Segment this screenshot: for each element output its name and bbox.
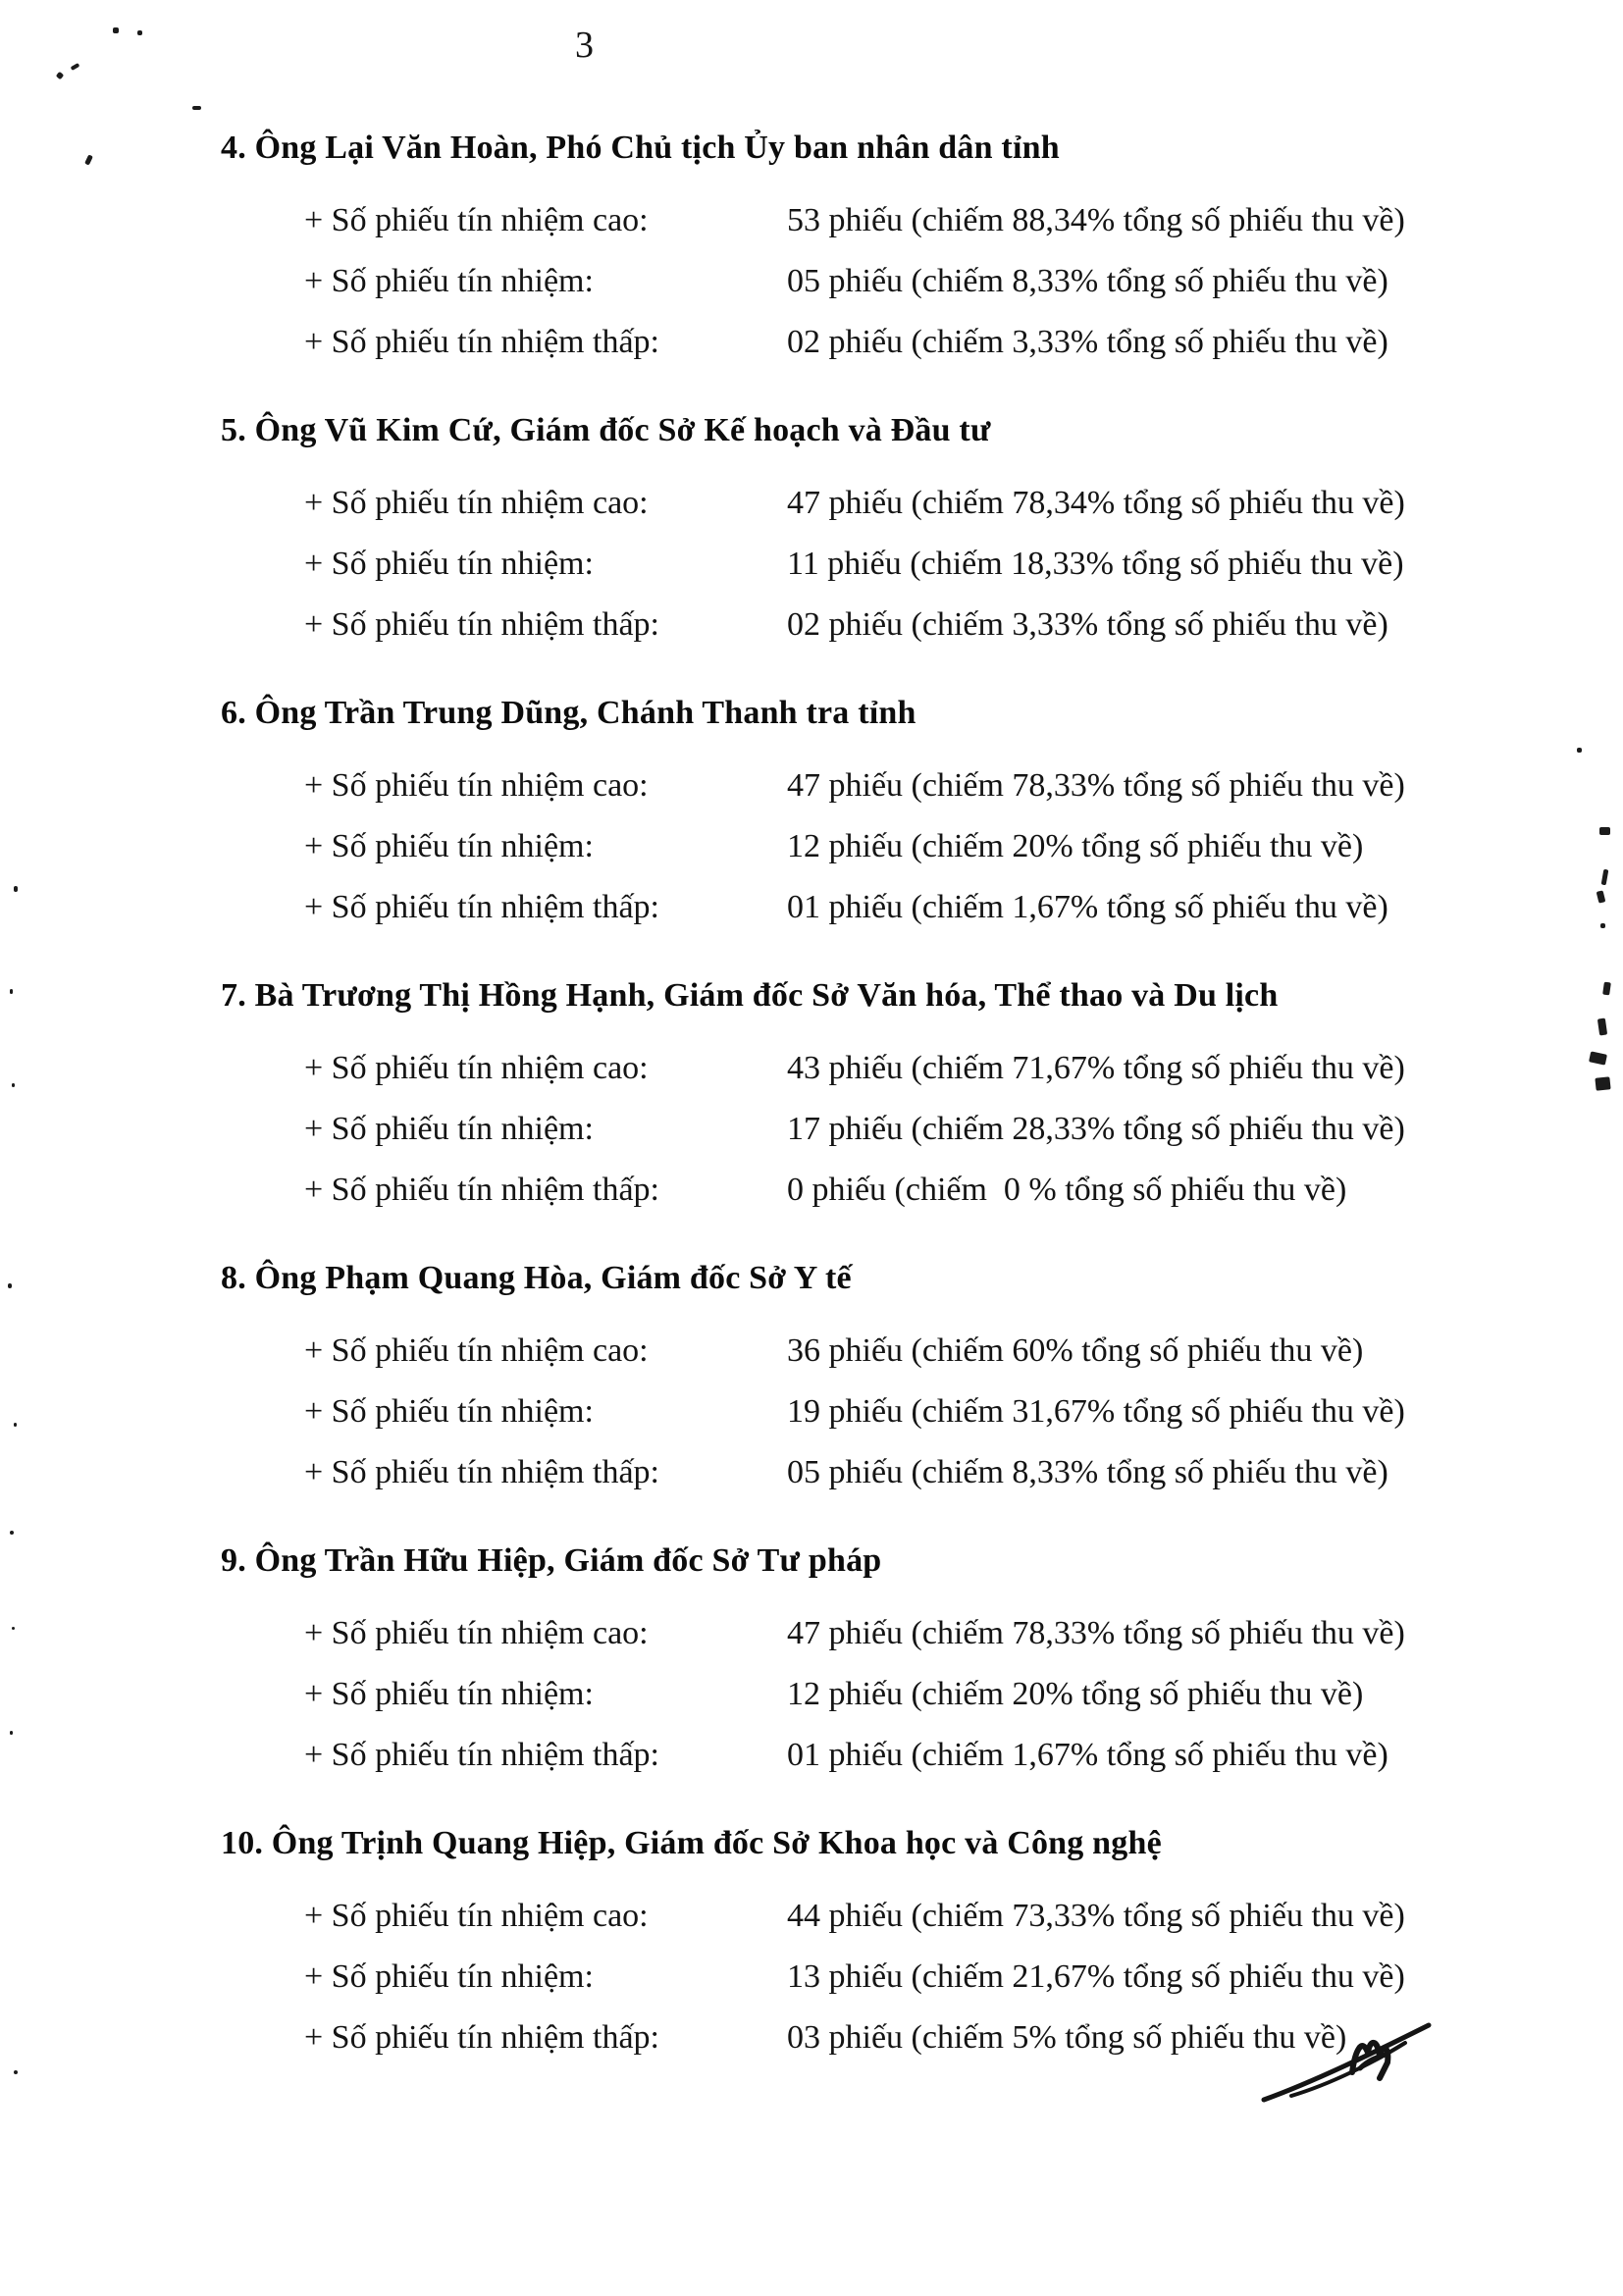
vote-value: 43 phiếu (chiếm 71,67% tổng số phiếu thu về) (787, 1050, 1405, 1086)
vote-value: 12 phiếu (chiếm 20% tổng số phiếu thu về) (787, 1676, 1364, 1712)
vote-row (304, 1886, 1623, 1947)
vote-row (304, 816, 1623, 877)
vote-value: 36 phiếu (chiếm 60% tổng số phiếu thu về) (787, 1332, 1364, 1369)
vote-row (304, 473, 1623, 534)
vote-label: + Số phiếu tín nhiệm thấp: (304, 1454, 659, 1490)
vote-row (304, 756, 1623, 816)
vote-label: + Số phiếu tín nhiệm: (304, 546, 594, 582)
vote-rows (0, 1603, 1623, 1786)
vote-row (304, 1321, 1623, 1382)
vote-row (304, 1442, 1623, 1503)
scan-artifact (10, 989, 13, 994)
scan-artifact (56, 72, 64, 79)
section-official-6 (0, 691, 1623, 938)
page-number: 3 (575, 25, 594, 66)
vote-label: + Số phiếu tín nhiệm cao: (304, 1898, 649, 1934)
vote-label: + Số phiếu tín nhiệm: (304, 828, 594, 864)
vote-label: + Số phiếu tín nhiệm: (304, 1676, 594, 1712)
scan-artifact (14, 886, 18, 892)
vote-value: 12 phiếu (chiếm 20% tổng số phiếu thu về) (787, 828, 1364, 864)
vote-row (304, 251, 1623, 312)
section-heading: 10. Ông Trịnh Quang Hiệp, Giám đốc Sở Khoa học và Công nghệ (221, 1825, 1162, 1861)
vote-label: + Số phiếu tín nhiệm cao: (304, 485, 649, 521)
vote-label: + Số phiếu tín nhiệm: (304, 263, 594, 299)
scan-artifact (14, 1423, 17, 1427)
scan-artifact (14, 2070, 18, 2074)
vote-row (304, 534, 1623, 595)
section-heading: 7. Bà Trương Thị Hồng Hạnh, Giám đốc Sở Văn hóa, Thể thao và Du lịch (221, 977, 1279, 1014)
section-heading: 8. Ông Phạm Quang Hòa, Giám đốc Sở Y tế (221, 1260, 852, 1296)
document-body (0, 126, 1623, 2068)
vote-label: + Số phiếu tín nhiệm cao: (304, 202, 649, 238)
vote-label: + Số phiếu tín nhiệm cao: (304, 1050, 649, 1086)
vote-label: + Số phiếu tín nhiệm thấp: (304, 606, 659, 643)
signature-scribble-icon (1258, 2009, 1435, 2110)
vote-value: 11 phiếu (chiếm 18,33% tổng số phiếu thu về) (787, 546, 1404, 582)
scan-artifact (71, 63, 80, 71)
vote-label: + Số phiếu tín nhiệm thấp: (304, 889, 659, 925)
section-official-4 (0, 126, 1623, 373)
vote-label: + Số phiếu tín nhiệm: (304, 1393, 594, 1430)
vote-value: 13 phiếu (chiếm 21,67% tổng số phiếu thu về) (787, 1958, 1405, 1995)
vote-row (304, 1725, 1623, 1786)
vote-row (304, 1947, 1623, 2008)
vote-value: 02 phiếu (chiếm 3,33% tổng số phiếu thu về) (787, 606, 1388, 643)
section-heading: 4. Ông Lại Văn Hoàn, Phó Chủ tịch Ủy ban nhân dân tỉnh (221, 130, 1060, 166)
vote-label: + Số phiếu tín nhiệm thấp: (304, 1737, 659, 1773)
section-heading: 5. Ông Vũ Kim Cứ, Giám đốc Sở Kế hoạch và Đầu tư (221, 412, 991, 448)
scan-artifact (1599, 827, 1610, 835)
vote-label: + Số phiếu tín nhiệm thấp: (304, 324, 659, 360)
vote-value: 01 phiếu (chiếm 1,67% tổng số phiếu thu về) (787, 889, 1388, 925)
vote-row (304, 1160, 1623, 1221)
vote-row (304, 1038, 1623, 1099)
section-official-9 (0, 1539, 1623, 1786)
vote-value: 17 phiếu (chiếm 28,33% tổng số phiếu thu về) (787, 1111, 1405, 1147)
scan-artifact (1577, 748, 1582, 753)
scan-artifact (1595, 1076, 1610, 1090)
vote-label: + Số phiếu tín nhiệm cao: (304, 767, 649, 804)
vote-value: 02 phiếu (chiếm 3,33% tổng số phiếu thu về) (787, 324, 1388, 360)
vote-label: + Số phiếu tín nhiệm: (304, 1111, 594, 1147)
vote-row (304, 1603, 1623, 1664)
vote-rows (0, 1038, 1623, 1221)
scan-artifact (10, 1531, 14, 1535)
vote-value: 05 phiếu (chiếm 8,33% tổng số phiếu thu về) (787, 1454, 1388, 1490)
section-official-8 (0, 1256, 1623, 1503)
vote-row (304, 877, 1623, 938)
vote-label: + Số phiếu tín nhiệm thấp: (304, 2019, 659, 2056)
vote-row (304, 190, 1623, 251)
scan-artifact (137, 30, 142, 35)
vote-value: 44 phiếu (chiếm 73,33% tổng số phiếu thu về) (787, 1898, 1405, 1934)
vote-row (304, 1099, 1623, 1160)
vote-label: + Số phiếu tín nhiệm cao: (304, 1615, 649, 1651)
scan-artifact (192, 106, 201, 110)
vote-row (304, 1664, 1623, 1725)
vote-rows (0, 473, 1623, 655)
section-official-7 (0, 973, 1623, 1221)
vote-row (304, 312, 1623, 373)
vote-rows (0, 190, 1623, 373)
vote-row (304, 595, 1623, 655)
vote-value: 0 phiếu (chiếm 0 % tổng số phiếu thu về) (787, 1172, 1347, 1208)
vote-value: 53 phiếu (chiếm 88,34% tổng số phiếu thu về) (787, 202, 1405, 238)
section-heading: 6. Ông Trần Trung Dũng, Chánh Thanh tra tỉnh (221, 695, 916, 731)
scan-artifact (10, 1731, 13, 1735)
vote-value: 01 phiếu (chiếm 1,67% tổng số phiếu thu về) (787, 1737, 1388, 1773)
vote-rows (0, 1321, 1623, 1503)
scan-artifact (12, 1627, 15, 1630)
vote-value: 47 phiếu (chiếm 78,34% tổng số phiếu thu về) (787, 485, 1405, 521)
section-heading: 9. Ông Trần Hữu Hiệp, Giám đốc Sở Tư pháp (221, 1542, 882, 1579)
section-official-5 (0, 408, 1623, 655)
scan-artifact (12, 1083, 15, 1087)
vote-value: 47 phiếu (chiếm 78,33% tổng số phiếu thu về) (787, 767, 1405, 804)
vote-value: 47 phiếu (chiếm 78,33% tổng số phiếu thu về) (787, 1615, 1405, 1651)
scan-artifact (113, 27, 119, 33)
vote-row (304, 1382, 1623, 1442)
vote-label: + Số phiếu tín nhiệm cao: (304, 1332, 649, 1369)
vote-label: + Số phiếu tín nhiệm: (304, 1958, 594, 1995)
vote-label: + Số phiếu tín nhiệm thấp: (304, 1172, 659, 1208)
vote-rows (0, 756, 1623, 938)
vote-value: 03 phiếu (chiếm 5% tổng số phiếu thu về) (787, 2019, 1347, 2056)
scan-artifact (1600, 923, 1605, 928)
scan-artifact (8, 1283, 12, 1288)
vote-value: 05 phiếu (chiếm 8,33% tổng số phiếu thu về) (787, 263, 1388, 299)
vote-value: 19 phiếu (chiếm 31,67% tổng số phiếu thu về) (787, 1393, 1405, 1430)
